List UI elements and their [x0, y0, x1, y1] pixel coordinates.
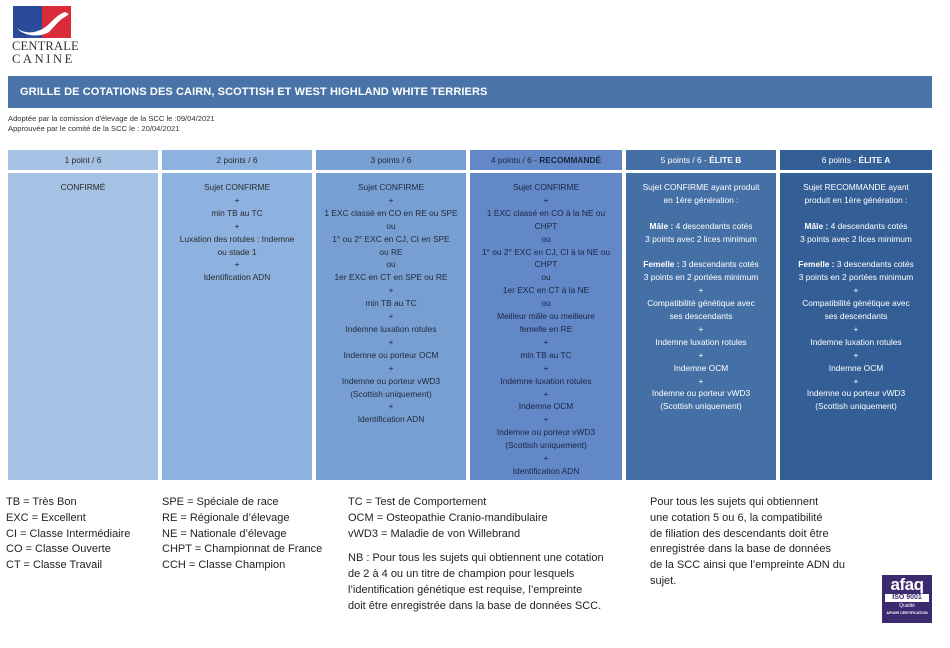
criteria-line: ou [386, 220, 396, 231]
header-text: 4 points / 6 - [490, 155, 540, 165]
legend-line: OCM = Osteopathie Cranio-mandibulaire [348, 511, 548, 524]
male-line-2: 3 points avec 2 lices minimum [800, 233, 912, 244]
female-line [784, 258, 928, 271]
afaq-cert: AFNOR CERTIFICATION [886, 611, 928, 615]
header-text: 3 points / 6 [370, 155, 412, 165]
criteria-line: (Scottish uniquement) [350, 388, 432, 399]
male-line [784, 220, 928, 233]
criteria-line: Compatibilité génétique avec [802, 298, 910, 309]
criteria-line: + [388, 336, 394, 347]
page-title: GRILLE DE COTATIONS DES CAIRN, SCOTTISH ET WEST HIGHLAND WHITE TERRIERS [8, 76, 932, 108]
legend-line: CT = Classe Travail [6, 559, 103, 572]
column-4-points-recommande [470, 150, 622, 480]
criteria-line: Luxation des rotules : Indemne [179, 233, 295, 244]
criteria-line: Identification ADN [512, 465, 580, 476]
approved-date: Approuvée par le comité de la SCC le : 20/04/2021 [8, 124, 180, 133]
criteria-line: Meilleur mâle ou meilleure [497, 311, 595, 322]
criteria-line: Indemne luxation rotules [810, 336, 902, 347]
criteria-line: + [388, 285, 394, 296]
criteria-line: + [698, 375, 704, 386]
criteria-line: ou [541, 298, 551, 309]
criteria-line: + [388, 362, 394, 373]
column-header [8, 150, 158, 170]
female-label: Femelle : [798, 259, 835, 270]
criteria-line: ou stade 1 [217, 246, 257, 257]
column-body [162, 173, 312, 480]
criteria-line: + [698, 323, 704, 334]
criteria-line: ou RE [379, 246, 403, 257]
criteria-line: CHPT [534, 220, 558, 231]
adopted-date: Adoptée par la comission d'élevage de la SCC le :09/04/2021 [8, 114, 215, 123]
dog-flag-icon [13, 6, 71, 38]
column-header [316, 150, 466, 170]
legend-line: l’identification génétique est requise, l’empreinte [348, 583, 583, 596]
criteria-line: 1 EXC classé en CO à la NE ou [486, 207, 606, 218]
adoption-info [8, 114, 215, 134]
criteria-line: (Scottish uniquement) [660, 401, 742, 412]
criteria-line: + [234, 220, 240, 231]
header-text: 5 points / 6 - [660, 155, 710, 165]
legend-line: de la SCC ainsi que l’empreinte ADN du [650, 559, 846, 572]
legend-line: enregistrée dans la base de données [650, 543, 832, 556]
header-text: 2 points / 6 [216, 155, 258, 165]
criteria-line: (Scottish uniquement) [505, 440, 587, 451]
criteria-line: Sujet CONFIRME [203, 182, 271, 192]
column-2-points [162, 150, 312, 480]
column-header [162, 150, 312, 170]
afaq-quality: Qualité [899, 603, 915, 609]
legend-line: CI = Classe Intermédiaire [6, 527, 131, 540]
legend-line: NE = Nationale d’élevage [162, 527, 287, 540]
legend-line: CCH = Classe Champion [162, 559, 286, 572]
criteria-line: + [543, 453, 549, 464]
criteria-line: min TB au TC [365, 298, 417, 309]
criteria-line: + [543, 388, 549, 399]
criteria-line: Indemne ou porteur OCM [343, 349, 439, 360]
nb-note [348, 551, 604, 614]
criteria-line: + [234, 259, 240, 270]
criteria-line: + [698, 285, 704, 296]
afaq-iso: ISO 9001 [885, 594, 929, 602]
criteria-line: Indemne OCM [518, 401, 574, 412]
criteria-line: Indemne ou porteur vWD3 [651, 388, 751, 399]
criteria-line: + [853, 349, 859, 360]
header-bold: RECOMMANDÉ [539, 155, 602, 165]
legend-line: SPE = Spéciale de race [162, 496, 279, 508]
male-text: 4 descendants cotés [673, 220, 753, 231]
column-header [780, 150, 932, 170]
criteria-line: + [543, 336, 549, 347]
criteria-line: Identification ADN [357, 414, 425, 425]
intro-line: Sujet RECOMMANDE ayant [803, 182, 909, 192]
criteria-line: ses descendants [669, 311, 733, 322]
criteria-line: + [234, 194, 240, 205]
afaq-iso-9001-logo [882, 575, 932, 623]
legend-line: de 2 à 4 ou un titre de champion pour lesquels [348, 568, 575, 581]
legend-line: une cotation 5 ou 6, la compatibilité [650, 511, 823, 524]
afaq-brand: afaq [890, 575, 924, 594]
criteria-line: Indemne OCM [673, 362, 729, 373]
legend-line: CHPT = Championnat de France [162, 543, 323, 556]
criteria-line: 1er EXC en CT en SPE ou RE [334, 272, 448, 283]
criteria-line: ou [541, 272, 551, 283]
legend-line: vWD3 = Maladie de von Willebrand [348, 527, 521, 540]
criteria-line: + [853, 375, 859, 386]
legend-group-1 [6, 495, 130, 574]
criteria-line: Indemne luxation rotules [655, 336, 747, 347]
male-label: Mâle : [649, 220, 674, 231]
legend-group-2 [162, 495, 322, 574]
column-body [8, 173, 158, 480]
legend-line: NB : Pour tous les sujets qui obtiennent une cotation [348, 552, 604, 565]
intro-line: Sujet CONFIRME ayant produit [642, 182, 760, 192]
criteria-line: femelle en RE [519, 323, 573, 334]
column-body [780, 173, 932, 480]
legend-line: Pour tous les sujets qui obtiennent [650, 496, 819, 508]
female-label: Femelle : [643, 259, 680, 270]
intro-line: en 1ère génération : [663, 194, 739, 205]
criteria-line: Sujet CONFIRME [512, 182, 580, 192]
column-5-points-elite-b [626, 150, 776, 480]
intro-line: produit en 1ère génération : [804, 194, 908, 205]
criteria-line: CHPT [534, 259, 558, 270]
criteria-line: (Scottish uniquement) [815, 401, 897, 412]
criteria-line: min TB au TC [211, 207, 263, 218]
male-line [630, 220, 772, 233]
legend-line: EXC = Excellent [6, 511, 86, 524]
female-text: 3 descendants cotés [679, 259, 759, 270]
legend-line: de filiation des descendants doit être [650, 527, 829, 540]
column-3-points [316, 150, 466, 480]
column-body [316, 173, 466, 480]
criteria-line: Indemne ou porteur vWD3 [496, 427, 596, 438]
criteria-line: + [543, 414, 549, 425]
column-body [626, 173, 776, 480]
legend-group-3 [348, 495, 604, 615]
header-text: 6 points - [821, 155, 859, 165]
criteria-line: 1° ou 2° EXC en CJ, CI à la NE ou [481, 246, 611, 257]
criteria-line: ou [541, 233, 551, 244]
criteria-line: Indemne ou porteur vWD3 [806, 388, 906, 399]
legend-line: sujet. [650, 574, 677, 587]
note-cotation-5-6 [650, 495, 845, 590]
header-bold: ÉLITE B [709, 155, 742, 165]
criteria-line: + [388, 311, 394, 322]
criteria-line: CONFIRMÉ [60, 182, 106, 192]
criteria-line: Indemne ou porteur vWD3 [341, 375, 441, 386]
cotation-grid [8, 150, 932, 480]
legend-line: TB = Très Bon [6, 496, 77, 508]
header-text: 1 point / 6 [64, 155, 102, 165]
legend-line: doit être enregistrée dans la base de données SCC. [348, 599, 602, 612]
criteria-line: 1 EXC classé en CO en RE ou SPE [324, 207, 458, 218]
column-header [626, 150, 776, 170]
male-label: Mâle : [804, 220, 829, 231]
criteria-line: Identification ADN [203, 272, 271, 283]
column-1-point [8, 150, 158, 480]
criteria-line: Indemne luxation rotules [500, 375, 592, 386]
criteria-line: + [698, 349, 704, 360]
column-6-points-elite-a [780, 150, 932, 480]
criteria-line: 1er EXC en CT à la NE [502, 285, 590, 296]
centrale-canine-logo [10, 4, 79, 66]
criteria-line: 1° ou 2° EXC en CJ, CI en SPE [332, 233, 450, 244]
criteria-line: Compatibilité génétique avec [647, 298, 755, 309]
female-text: 3 descendants cotés [834, 259, 914, 270]
criteria-line: + [543, 194, 549, 205]
female-line-2: 3 points en 2 portées minimum [643, 272, 759, 283]
criteria-line: Sujet CONFIRME [357, 182, 425, 192]
header-bold: ÉLITE A [858, 155, 891, 165]
criteria-line: + [853, 323, 859, 334]
criteria-line: + [853, 285, 859, 296]
abbreviations [348, 495, 604, 542]
legend-line: RE = Régionale d’élevage [162, 511, 290, 524]
criteria-line: ses descendants [824, 311, 888, 322]
logo-line-1: CENTRALE [12, 39, 79, 53]
criteria-line: + [388, 194, 394, 205]
criteria-line: Indemne luxation rotules [345, 323, 437, 334]
logo-text [12, 40, 79, 66]
legend-line: CO = Classe Ouverte [6, 543, 111, 556]
female-line [630, 258, 772, 271]
criteria-line: + [543, 362, 549, 373]
criteria-line: ou [386, 259, 396, 270]
column-body [470, 173, 622, 480]
criteria-line: min TB au TC [520, 349, 572, 360]
column-header [470, 150, 622, 170]
legend-line: TC = Test de Comportement [348, 496, 487, 508]
female-line-2: 3 points en 2 portées minimum [798, 272, 914, 283]
criteria-line: Indemne OCM [828, 362, 884, 373]
criteria-line: + [388, 401, 394, 412]
logo-line-2: CANINE [12, 52, 75, 66]
male-text: 4 descendants cotés [828, 220, 908, 231]
male-line-2: 3 points avec 2 lices minimum [645, 233, 757, 244]
